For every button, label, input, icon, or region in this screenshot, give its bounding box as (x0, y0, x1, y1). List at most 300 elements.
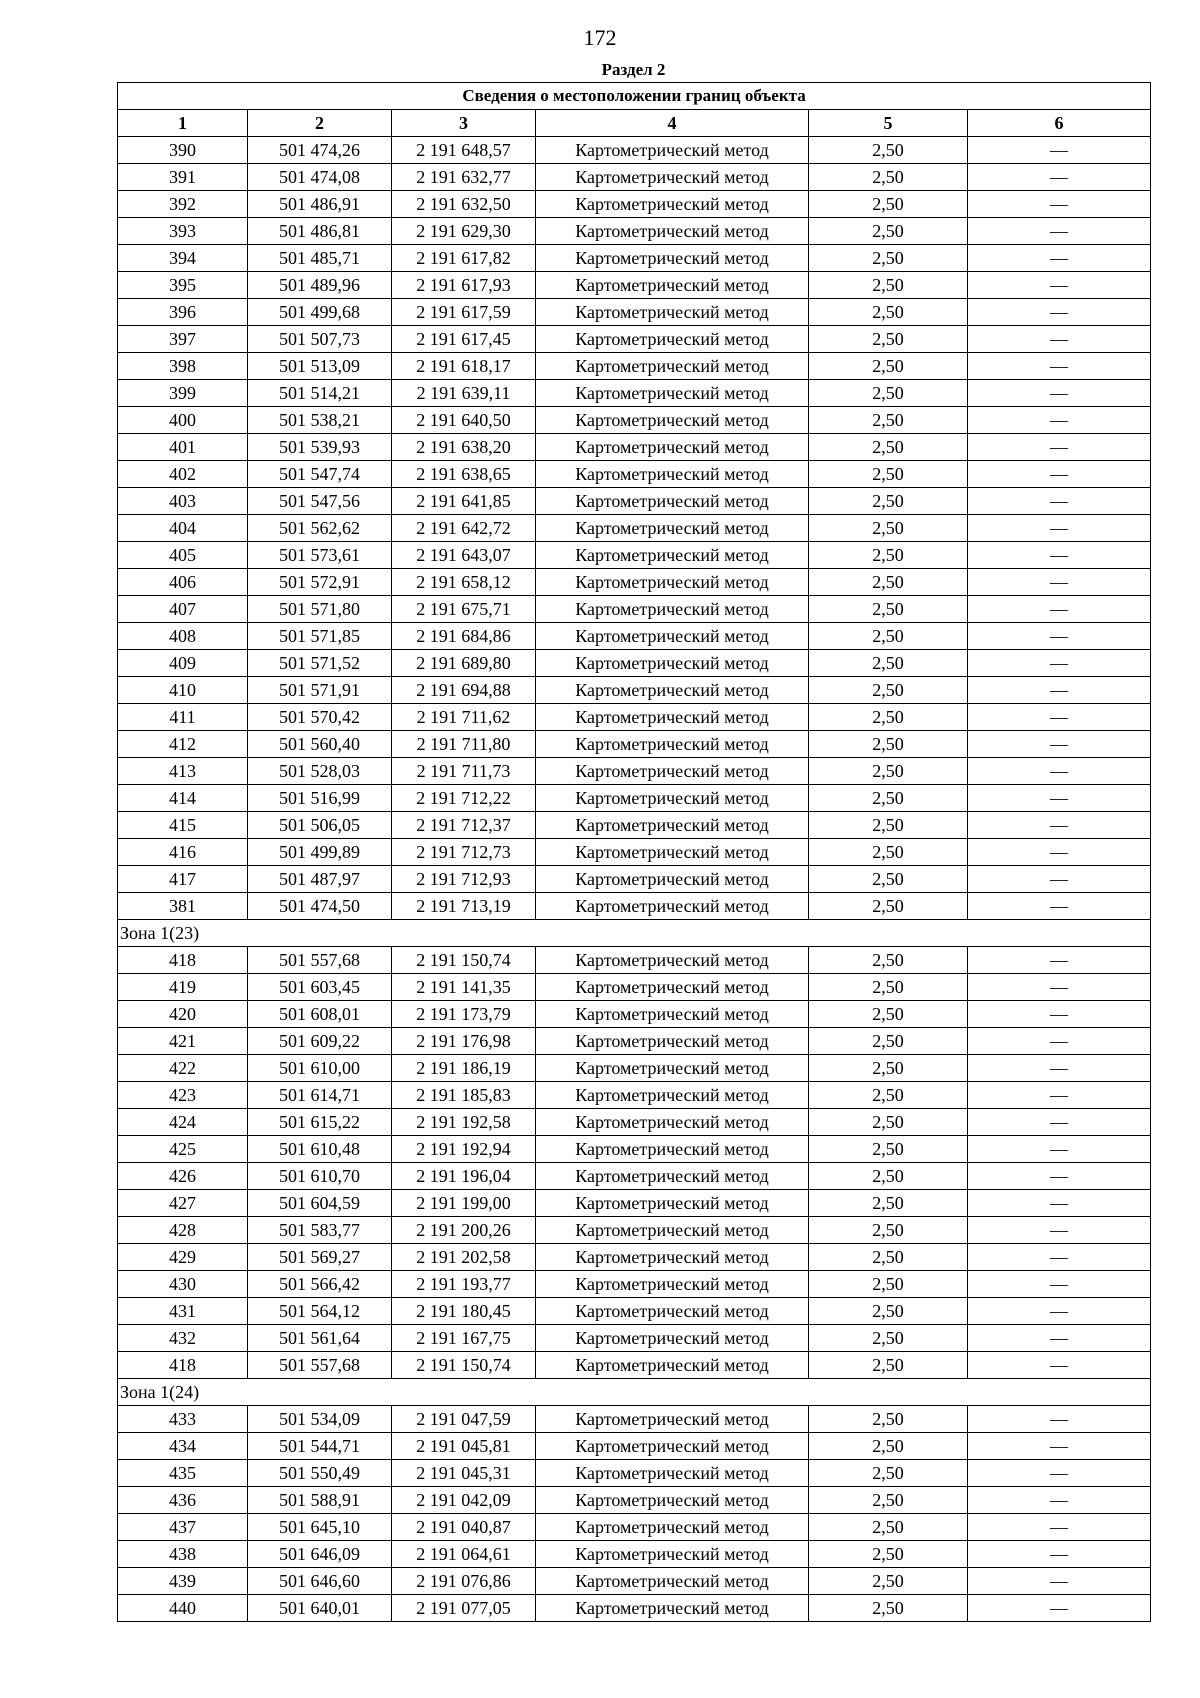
description-cell: — (968, 1217, 1151, 1244)
y-coordinate-cell: 2 191 689,80 (392, 650, 536, 677)
table-row (118, 974, 1151, 1001)
x-coordinate-cell: 501 609,22 (248, 1028, 392, 1055)
y-coordinate-cell: 2 191 648,57 (392, 137, 536, 164)
point-number-cell: 414 (118, 785, 248, 812)
description-cell: — (968, 1082, 1151, 1109)
description-cell: — (968, 434, 1151, 461)
point-number-cell: 395 (118, 272, 248, 299)
accuracy-cell: 2,50 (809, 1460, 968, 1487)
method-cell: Картометрический метод (536, 245, 809, 272)
method-cell: Картометрический метод (536, 785, 809, 812)
table-row (118, 299, 1151, 326)
point-number-cell: 431 (118, 1298, 248, 1325)
accuracy-cell: 2,50 (809, 1217, 968, 1244)
x-coordinate-cell: 501 583,77 (248, 1217, 392, 1244)
point-number-cell: 429 (118, 1244, 248, 1271)
point-number-cell: 381 (118, 893, 248, 920)
x-coordinate-cell: 501 640,01 (248, 1595, 392, 1622)
method-cell: Картометрический метод (536, 164, 809, 191)
table-row (118, 785, 1151, 812)
y-coordinate-cell: 2 191 638,65 (392, 461, 536, 488)
point-number-cell: 418 (118, 1352, 248, 1379)
table-row (118, 245, 1151, 272)
description-cell: — (968, 1190, 1151, 1217)
x-coordinate-cell: 501 557,68 (248, 1352, 392, 1379)
description-cell: — (968, 623, 1151, 650)
method-cell: Картометрический метод (536, 866, 809, 893)
method-cell: Картометрический метод (536, 623, 809, 650)
accuracy-cell: 2,50 (809, 839, 968, 866)
point-number-cell: 422 (118, 1055, 248, 1082)
x-coordinate-cell: 501 603,45 (248, 974, 392, 1001)
description-cell: — (968, 1568, 1151, 1595)
accuracy-cell: 2,50 (809, 893, 968, 920)
x-coordinate-cell: 501 487,97 (248, 866, 392, 893)
table-row (118, 1325, 1151, 1352)
x-coordinate-cell: 501 544,71 (248, 1433, 392, 1460)
method-cell: Картометрический метод (536, 1028, 809, 1055)
x-coordinate-cell: 501 485,71 (248, 245, 392, 272)
x-coordinate-cell: 501 564,12 (248, 1298, 392, 1325)
table-row (118, 326, 1151, 353)
point-number-cell: 403 (118, 488, 248, 515)
point-number-cell: 439 (118, 1568, 248, 1595)
point-number-cell: 409 (118, 650, 248, 677)
y-coordinate-cell: 2 191 047,59 (392, 1406, 536, 1433)
method-cell: Картометрический метод (536, 1514, 809, 1541)
accuracy-cell: 2,50 (809, 1163, 968, 1190)
accuracy-cell: 2,50 (809, 461, 968, 488)
description-cell: — (968, 1055, 1151, 1082)
description-cell: — (968, 272, 1151, 299)
point-number-cell: 406 (118, 569, 248, 596)
x-coordinate-cell: 501 615,22 (248, 1109, 392, 1136)
description-cell: — (968, 866, 1151, 893)
x-coordinate-cell: 501 610,70 (248, 1163, 392, 1190)
method-cell: Картометрический метод (536, 1406, 809, 1433)
description-cell: — (968, 380, 1151, 407)
description-cell: — (968, 1001, 1151, 1028)
page-number: 172 (583, 25, 617, 50)
accuracy-cell: 2,50 (809, 1325, 968, 1352)
accuracy-cell: 2,50 (809, 1109, 968, 1136)
x-coordinate-cell: 501 646,60 (248, 1568, 392, 1595)
point-number-cell: 427 (118, 1190, 248, 1217)
y-coordinate-cell: 2 191 150,74 (392, 947, 536, 974)
table-row (118, 596, 1151, 623)
y-coordinate-cell: 2 191 641,85 (392, 488, 536, 515)
accuracy-cell: 2,50 (809, 1568, 968, 1595)
accuracy-cell: 2,50 (809, 1298, 968, 1325)
point-number-cell: 418 (118, 947, 248, 974)
accuracy-cell: 2,50 (809, 1190, 968, 1217)
table-row (118, 1271, 1151, 1298)
method-cell: Картометрический метод (536, 1595, 809, 1622)
table-row (118, 515, 1151, 542)
zone-label: Зона 1(24) (118, 1379, 1151, 1406)
method-cell: Картометрический метод (536, 542, 809, 569)
description-cell: — (968, 947, 1151, 974)
description-cell: — (968, 407, 1151, 434)
description-cell: — (968, 461, 1151, 488)
point-number-cell: 421 (118, 1028, 248, 1055)
description-cell: — (968, 812, 1151, 839)
section-title: Раздел 2 (601, 60, 666, 79)
x-coordinate-cell: 501 486,81 (248, 218, 392, 245)
accuracy-cell: 2,50 (809, 380, 968, 407)
point-number-cell: 411 (118, 704, 248, 731)
y-coordinate-cell: 2 191 639,11 (392, 380, 536, 407)
table-row (118, 191, 1151, 218)
accuracy-cell: 2,50 (809, 1271, 968, 1298)
x-coordinate-cell: 501 608,01 (248, 1001, 392, 1028)
point-number-cell: 420 (118, 1001, 248, 1028)
y-coordinate-cell: 2 191 199,00 (392, 1190, 536, 1217)
y-coordinate-cell: 2 191 186,19 (392, 1055, 536, 1082)
y-coordinate-cell: 2 191 617,93 (392, 272, 536, 299)
accuracy-cell: 2,50 (809, 299, 968, 326)
table-row (118, 542, 1151, 569)
accuracy-cell: 2,50 (809, 164, 968, 191)
x-coordinate-cell: 501 645,10 (248, 1514, 392, 1541)
x-coordinate-cell: 501 474,26 (248, 137, 392, 164)
description-cell: — (968, 1163, 1151, 1190)
x-coordinate-cell: 501 571,85 (248, 623, 392, 650)
point-number-cell: 436 (118, 1487, 248, 1514)
method-cell: Картометрический метод (536, 353, 809, 380)
accuracy-cell: 2,50 (809, 974, 968, 1001)
point-number-cell: 397 (118, 326, 248, 353)
description-cell: — (968, 1433, 1151, 1460)
y-coordinate-cell: 2 191 629,30 (392, 218, 536, 245)
y-coordinate-cell: 2 191 617,59 (392, 299, 536, 326)
method-cell: Картометрический метод (536, 1568, 809, 1595)
method-cell: Картометрический метод (536, 812, 809, 839)
table-row (118, 1352, 1151, 1379)
method-cell: Картометрический метод (536, 1325, 809, 1352)
y-coordinate-cell: 2 191 141,35 (392, 974, 536, 1001)
y-coordinate-cell: 2 191 180,45 (392, 1298, 536, 1325)
accuracy-cell: 2,50 (809, 434, 968, 461)
description-cell: — (968, 974, 1151, 1001)
method-cell: Картометрический метод (536, 1433, 809, 1460)
table-row (118, 1433, 1151, 1460)
y-coordinate-cell: 2 191 176,98 (392, 1028, 536, 1055)
method-cell: Картометрический метод (536, 488, 809, 515)
x-coordinate-cell: 501 528,03 (248, 758, 392, 785)
table-row (118, 407, 1151, 434)
table-row (118, 893, 1151, 920)
table-row (118, 1136, 1151, 1163)
method-cell: Картометрический метод (536, 1460, 809, 1487)
y-coordinate-cell: 2 191 040,87 (392, 1514, 536, 1541)
accuracy-cell: 2,50 (809, 758, 968, 785)
point-number-cell: 416 (118, 839, 248, 866)
x-coordinate-cell: 501 562,62 (248, 515, 392, 542)
description-cell: — (968, 1244, 1151, 1271)
column-header-3: 3 (392, 110, 536, 137)
x-coordinate-cell: 501 571,91 (248, 677, 392, 704)
method-cell: Картометрический метод (536, 1541, 809, 1568)
point-number-cell: 435 (118, 1460, 248, 1487)
description-cell: — (968, 164, 1151, 191)
method-cell: Картометрический метод (536, 137, 809, 164)
x-coordinate-cell: 501 573,61 (248, 542, 392, 569)
method-cell: Картометрический метод (536, 1487, 809, 1514)
x-coordinate-cell: 501 534,09 (248, 1406, 392, 1433)
column-header-4: 4 (536, 110, 809, 137)
x-coordinate-cell: 501 538,21 (248, 407, 392, 434)
x-coordinate-cell: 501 604,59 (248, 1190, 392, 1217)
point-number-cell: 415 (118, 812, 248, 839)
point-number-cell: 410 (118, 677, 248, 704)
accuracy-cell: 2,50 (809, 1433, 968, 1460)
y-coordinate-cell: 2 191 712,73 (392, 839, 536, 866)
method-cell: Картометрический метод (536, 407, 809, 434)
table-row (118, 1244, 1151, 1271)
accuracy-cell: 2,50 (809, 623, 968, 650)
method-cell: Картометрический метод (536, 1298, 809, 1325)
accuracy-cell: 2,50 (809, 137, 968, 164)
accuracy-cell: 2,50 (809, 272, 968, 299)
point-number-cell: 425 (118, 1136, 248, 1163)
y-coordinate-cell: 2 191 711,62 (392, 704, 536, 731)
x-coordinate-cell: 501 550,49 (248, 1460, 392, 1487)
accuracy-cell: 2,50 (809, 1541, 968, 1568)
zone-row (118, 1379, 1151, 1406)
y-coordinate-cell: 2 191 642,72 (392, 515, 536, 542)
accuracy-cell: 2,50 (809, 1001, 968, 1028)
table-row (118, 137, 1151, 164)
method-cell: Картометрический метод (536, 893, 809, 920)
table-row (118, 1001, 1151, 1028)
description-cell: — (968, 893, 1151, 920)
x-coordinate-cell: 501 646,09 (248, 1541, 392, 1568)
y-coordinate-cell: 2 191 711,73 (392, 758, 536, 785)
table-row (118, 434, 1151, 461)
accuracy-cell: 2,50 (809, 1487, 968, 1514)
description-cell: — (968, 1109, 1151, 1136)
accuracy-cell: 2,50 (809, 1352, 968, 1379)
method-cell: Картометрический метод (536, 704, 809, 731)
x-coordinate-cell: 501 506,05 (248, 812, 392, 839)
point-number-cell: 394 (118, 245, 248, 272)
table-row (118, 650, 1151, 677)
accuracy-cell: 2,50 (809, 1595, 968, 1622)
point-number-cell: 392 (118, 191, 248, 218)
x-coordinate-cell: 501 539,93 (248, 434, 392, 461)
method-cell: Картометрический метод (536, 1163, 809, 1190)
method-cell: Картометрический метод (536, 1217, 809, 1244)
x-coordinate-cell: 501 516,99 (248, 785, 392, 812)
method-cell: Картометрический метод (536, 974, 809, 1001)
accuracy-cell: 2,50 (809, 407, 968, 434)
x-coordinate-cell: 501 499,68 (248, 299, 392, 326)
table-body (118, 137, 1151, 1622)
x-coordinate-cell: 501 614,71 (248, 1082, 392, 1109)
accuracy-cell: 2,50 (809, 488, 968, 515)
description-cell: — (968, 1406, 1151, 1433)
table-row (118, 731, 1151, 758)
method-cell: Картометрический метод (536, 1055, 809, 1082)
method-cell: Картометрический метод (536, 569, 809, 596)
description-cell: — (968, 596, 1151, 623)
table-row (118, 1190, 1151, 1217)
accuracy-cell: 2,50 (809, 1136, 968, 1163)
point-number-cell: 407 (118, 596, 248, 623)
point-number-cell: 426 (118, 1163, 248, 1190)
column-header-row (118, 110, 1151, 137)
point-number-cell: 430 (118, 1271, 248, 1298)
method-cell: Картометрический метод (536, 1136, 809, 1163)
x-coordinate-cell: 501 561,64 (248, 1325, 392, 1352)
description-cell: — (968, 1028, 1151, 1055)
description-cell: — (968, 218, 1151, 245)
table-row (118, 1541, 1151, 1568)
point-number-cell: 402 (118, 461, 248, 488)
column-header-5: 5 (809, 110, 968, 137)
table-row (118, 1028, 1151, 1055)
description-cell: — (968, 1136, 1151, 1163)
y-coordinate-cell: 2 191 712,93 (392, 866, 536, 893)
table-row (118, 947, 1151, 974)
description-cell: — (968, 1325, 1151, 1352)
accuracy-cell: 2,50 (809, 353, 968, 380)
x-coordinate-cell: 501 560,40 (248, 731, 392, 758)
method-cell: Картометрический метод (536, 299, 809, 326)
description-cell: — (968, 326, 1151, 353)
accuracy-cell: 2,50 (809, 1244, 968, 1271)
y-coordinate-cell: 2 191 617,82 (392, 245, 536, 272)
description-cell: — (968, 1541, 1151, 1568)
x-coordinate-cell: 501 514,21 (248, 380, 392, 407)
table-row (118, 380, 1151, 407)
method-cell: Картометрический метод (536, 1352, 809, 1379)
method-cell: Картометрический метод (536, 515, 809, 542)
y-coordinate-cell: 2 191 675,71 (392, 596, 536, 623)
table-row (118, 569, 1151, 596)
x-coordinate-cell: 501 569,27 (248, 1244, 392, 1271)
table-row (118, 812, 1151, 839)
point-number-cell: 428 (118, 1217, 248, 1244)
y-coordinate-cell: 2 191 632,77 (392, 164, 536, 191)
point-number-cell: 399 (118, 380, 248, 407)
accuracy-cell: 2,50 (809, 542, 968, 569)
accuracy-cell: 2,50 (809, 245, 968, 272)
description-cell: — (968, 1460, 1151, 1487)
accuracy-cell: 2,50 (809, 1406, 968, 1433)
y-coordinate-cell: 2 191 712,22 (392, 785, 536, 812)
table-row (118, 623, 1151, 650)
zone-row (118, 920, 1151, 947)
y-coordinate-cell: 2 191 712,37 (392, 812, 536, 839)
y-coordinate-cell: 2 191 045,31 (392, 1460, 536, 1487)
description-cell: — (968, 1487, 1151, 1514)
x-coordinate-cell: 501 547,56 (248, 488, 392, 515)
method-cell: Картометрический метод (536, 677, 809, 704)
description-cell: — (968, 299, 1151, 326)
description-cell: — (968, 515, 1151, 542)
method-cell: Картометрический метод (536, 758, 809, 785)
y-coordinate-cell: 2 191 185,83 (392, 1082, 536, 1109)
table-row (118, 677, 1151, 704)
column-header-1: 1 (118, 110, 248, 137)
accuracy-cell: 2,50 (809, 191, 968, 218)
method-cell: Картометрический метод (536, 326, 809, 353)
x-coordinate-cell: 501 557,68 (248, 947, 392, 974)
y-coordinate-cell: 2 191 192,58 (392, 1109, 536, 1136)
description-cell: — (968, 677, 1151, 704)
x-coordinate-cell: 501 571,52 (248, 650, 392, 677)
method-cell: Картометрический метод (536, 191, 809, 218)
point-number-cell: 408 (118, 623, 248, 650)
accuracy-cell: 2,50 (809, 947, 968, 974)
point-number-cell: 437 (118, 1514, 248, 1541)
table-row (118, 1298, 1151, 1325)
description-cell: — (968, 1514, 1151, 1541)
accuracy-cell: 2,50 (809, 1514, 968, 1541)
table-row (118, 866, 1151, 893)
table-row (118, 164, 1151, 191)
column-header-2: 2 (248, 110, 392, 137)
y-coordinate-cell: 2 191 713,19 (392, 893, 536, 920)
description-cell: — (968, 542, 1151, 569)
table-row (118, 488, 1151, 515)
method-cell: Картометрический метод (536, 839, 809, 866)
description-cell: — (968, 488, 1151, 515)
description-cell: — (968, 758, 1151, 785)
description-cell: — (968, 245, 1151, 272)
table-row (118, 1163, 1151, 1190)
description-cell: — (968, 353, 1151, 380)
x-coordinate-cell: 501 566,42 (248, 1271, 392, 1298)
y-coordinate-cell: 2 191 618,17 (392, 353, 536, 380)
y-coordinate-cell: 2 191 202,58 (392, 1244, 536, 1271)
point-number-cell: 434 (118, 1433, 248, 1460)
table-row (118, 758, 1151, 785)
table-row (118, 353, 1151, 380)
y-coordinate-cell: 2 191 640,50 (392, 407, 536, 434)
method-cell: Картометрический метод (536, 1082, 809, 1109)
zone-label: Зона 1(23) (118, 920, 1151, 947)
point-number-cell: 390 (118, 137, 248, 164)
x-coordinate-cell: 501 489,96 (248, 272, 392, 299)
point-number-cell: 391 (118, 164, 248, 191)
y-coordinate-cell: 2 191 192,94 (392, 1136, 536, 1163)
point-number-cell: 412 (118, 731, 248, 758)
table-row (118, 839, 1151, 866)
x-coordinate-cell: 501 499,89 (248, 839, 392, 866)
accuracy-cell: 2,50 (809, 1028, 968, 1055)
accuracy-cell: 2,50 (809, 326, 968, 353)
point-number-cell: 401 (118, 434, 248, 461)
y-coordinate-cell: 2 191 150,74 (392, 1352, 536, 1379)
point-number-cell: 413 (118, 758, 248, 785)
method-cell: Картометрический метод (536, 461, 809, 488)
method-cell: Картометрический метод (536, 380, 809, 407)
point-number-cell: 424 (118, 1109, 248, 1136)
x-coordinate-cell: 501 571,80 (248, 596, 392, 623)
x-coordinate-cell: 501 547,74 (248, 461, 392, 488)
y-coordinate-cell: 2 191 064,61 (392, 1541, 536, 1568)
method-cell: Картометрический метод (536, 650, 809, 677)
description-cell: — (968, 650, 1151, 677)
y-coordinate-cell: 2 191 684,86 (392, 623, 536, 650)
table-row (118, 1109, 1151, 1136)
y-coordinate-cell: 2 191 042,09 (392, 1487, 536, 1514)
y-coordinate-cell: 2 191 632,50 (392, 191, 536, 218)
table-row (118, 461, 1151, 488)
